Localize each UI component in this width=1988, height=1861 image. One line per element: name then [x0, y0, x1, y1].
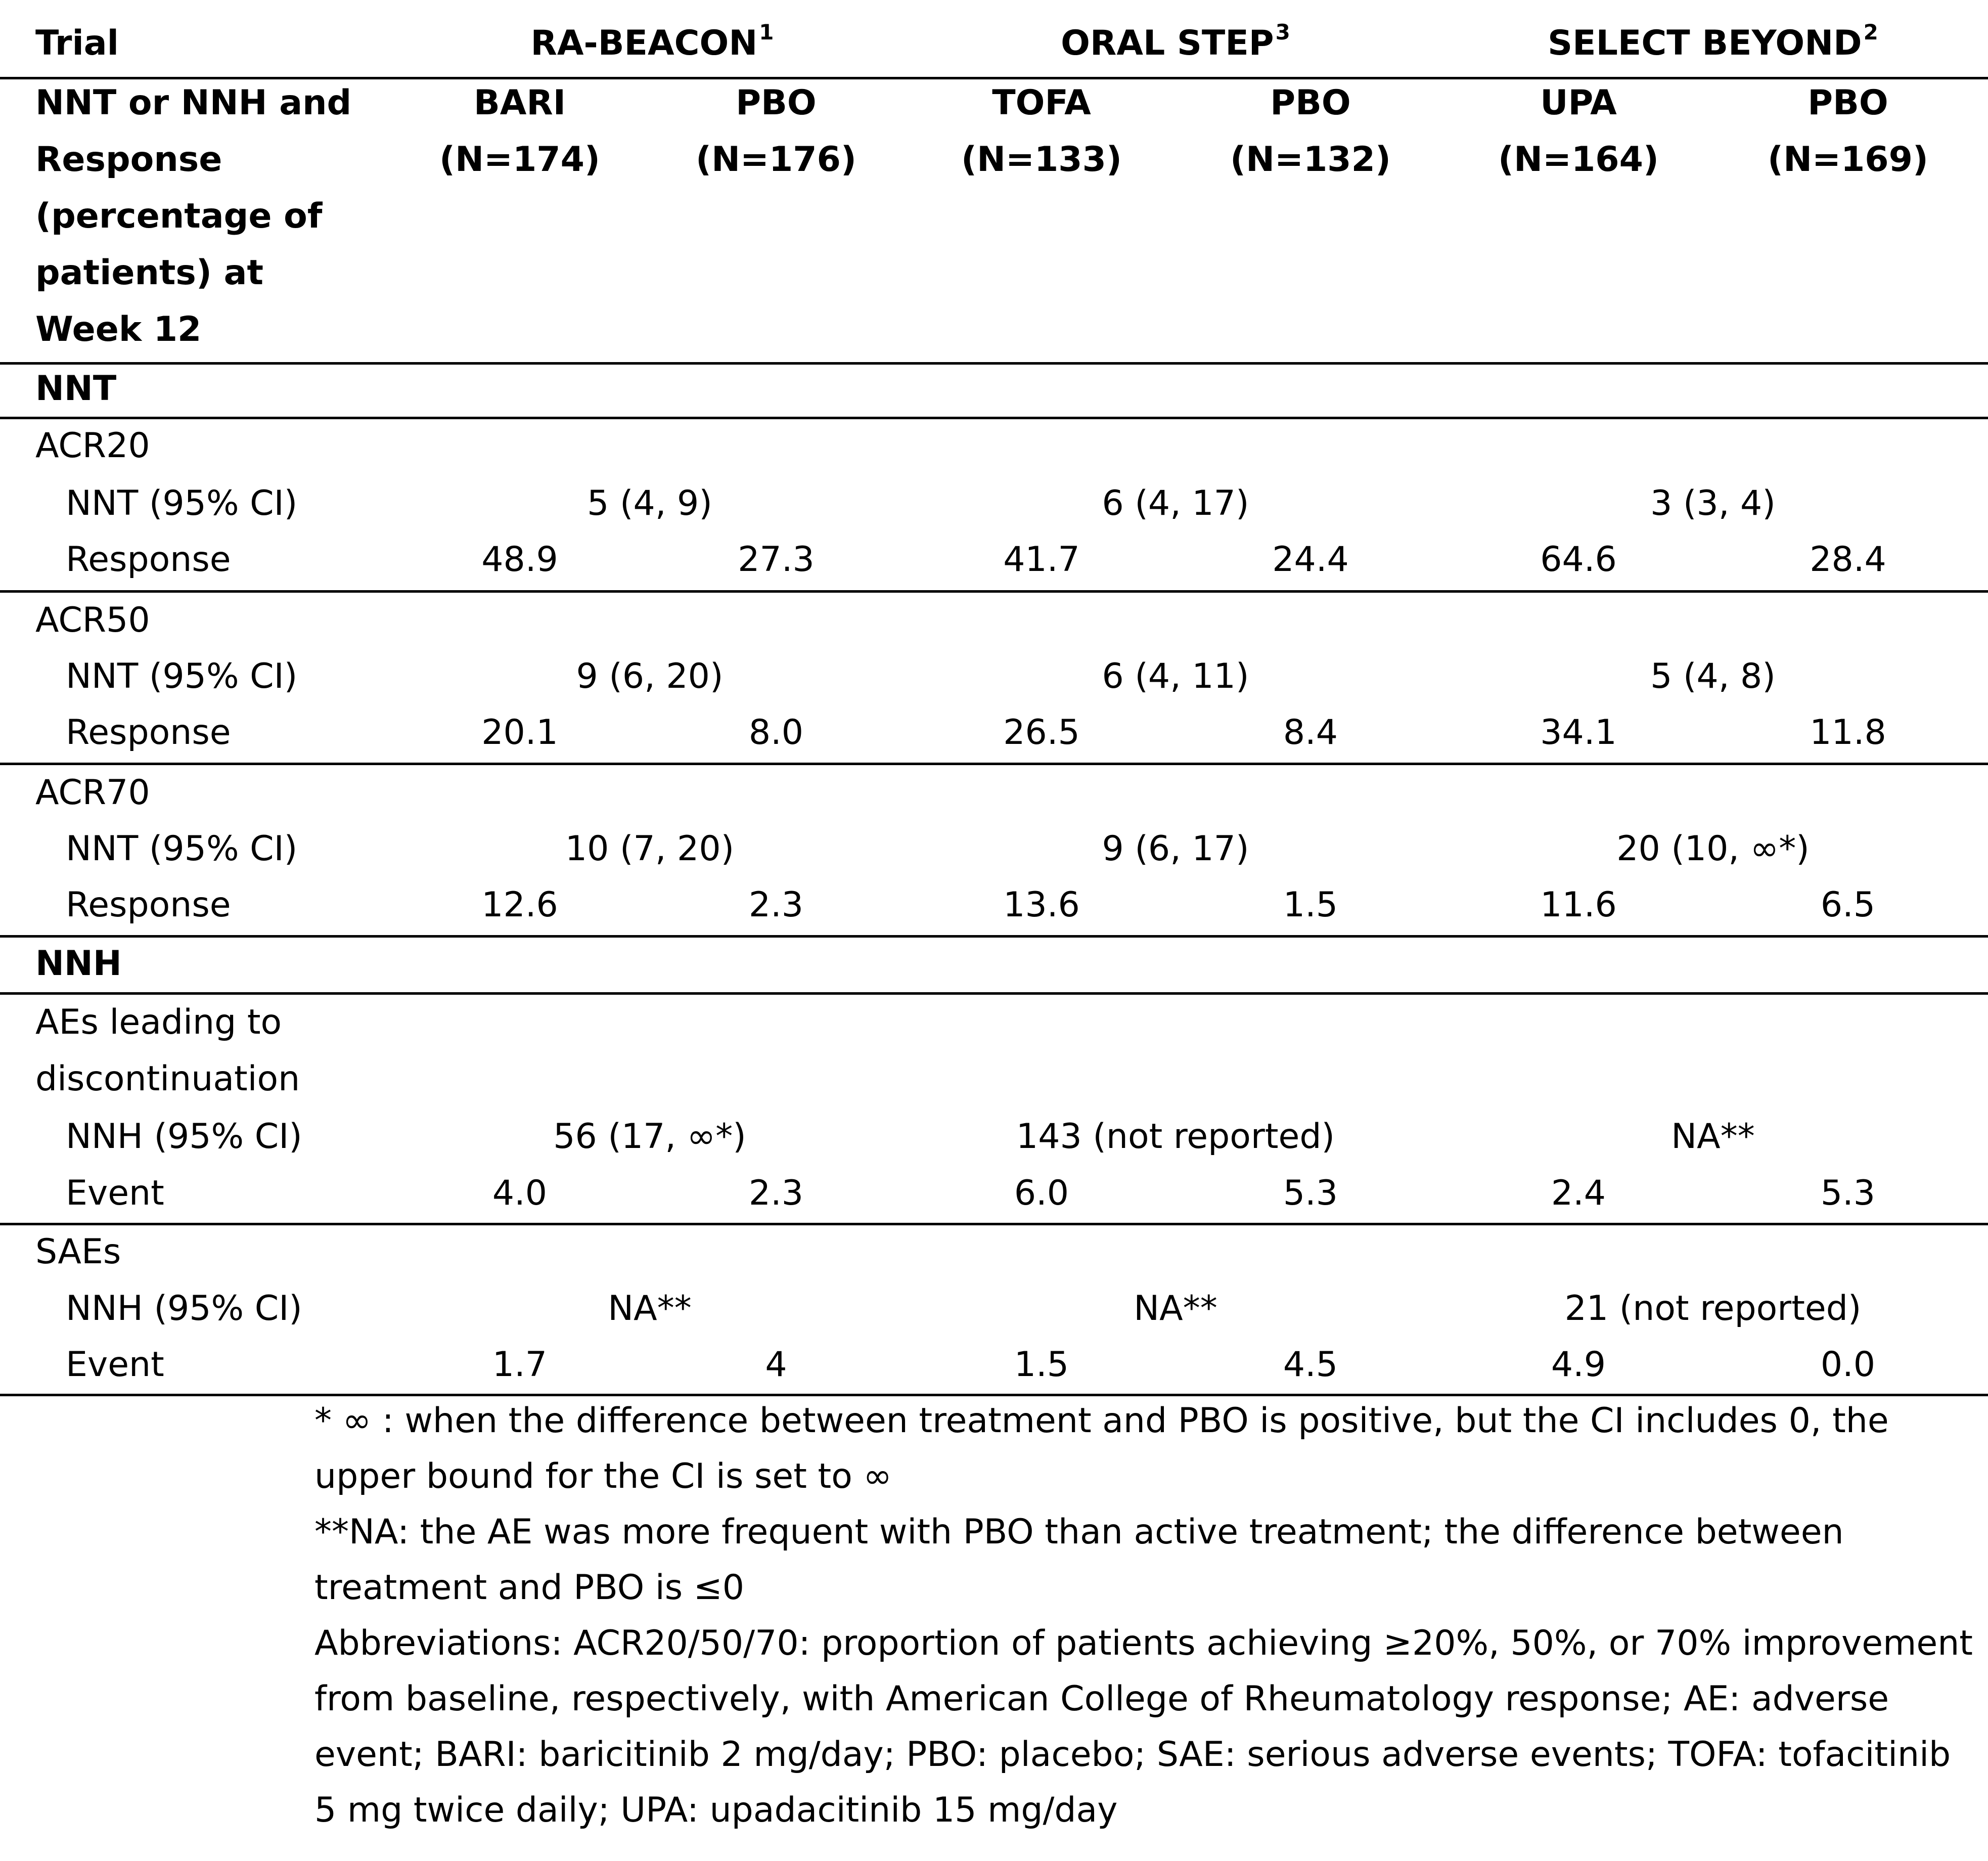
acr70-value-bari: 12.6: [481, 885, 558, 925]
acr50-value-pbo-step: 8.4: [1283, 713, 1338, 752]
trial-oral-step: ORAL STEP$^3$: [1061, 20, 1290, 63]
header-rule: [0, 77, 1988, 79]
aes-ci-beacon: 56 (17, ∞*): [553, 1117, 746, 1157]
acr20-ci-step: 6 (4, 17): [1102, 483, 1249, 523]
acr50-value-upa: 34.1: [1540, 713, 1617, 752]
section-nnh-rule: [0, 992, 1988, 995]
acr70-value-pbo-beyond: 6.5: [1820, 885, 1876, 925]
aes-value-pbo-beacon: 2.3: [748, 1173, 804, 1213]
arm-bari-n: (N=174): [439, 140, 600, 180]
row-label-line-2: Response: [35, 140, 222, 180]
saes-ci-beyond: 21 (not reported): [1564, 1289, 1862, 1328]
saes-ci-step: NA**: [1134, 1289, 1217, 1328]
acr70-value-upa: 11.6: [1540, 885, 1617, 925]
acr70-ci-step: 9 (6, 17): [1102, 829, 1249, 869]
saes-value-tofa: 1.5: [1014, 1345, 1069, 1385]
trial-ra-beacon: RA-BEACON$^1$: [530, 20, 774, 63]
arm-tofa: TOFA: [992, 83, 1091, 123]
arm-bari: BARI: [473, 83, 566, 123]
acr70-value-pbo-step: 1.5: [1283, 885, 1338, 925]
acr50-value-tofa: 26.5: [1003, 713, 1080, 752]
acr50-ci-beyond: 5 (4, 8): [1650, 656, 1776, 696]
row-rule: [0, 1223, 1988, 1225]
arm-pbo-beacon: PBO: [736, 83, 817, 123]
acr70-value-pbo-beacon: 2.3: [748, 885, 804, 925]
arm-pbo-beyond: PBO: [1808, 83, 1888, 123]
section-nnt-rule: [0, 417, 1988, 419]
acr50-value-pbo-beacon: 8.0: [748, 713, 804, 752]
acr20-ci-beacon: 5 (4, 9): [587, 483, 712, 523]
acr70-ci-beyond: 20 (10, ∞*): [1616, 829, 1810, 869]
acr50-value-pbo-beyond: 11.8: [1810, 713, 1886, 752]
row-rule: [0, 935, 1988, 938]
aes-value-pbo-step: 5.3: [1283, 1173, 1338, 1213]
row-acr70-response-label: Response: [66, 885, 231, 925]
aes-ci-beyond: NA**: [1671, 1117, 1755, 1157]
acr20-ci-beyond: 3 (3, 4): [1650, 483, 1776, 523]
row-saes-label: SAEs: [35, 1232, 121, 1272]
acr50-ci-step: 6 (4, 11): [1102, 656, 1249, 696]
header-bottom-rule: [0, 362, 1988, 365]
acr70-value-tofa: 13.6: [1003, 885, 1080, 925]
saes-ci-beacon: NA**: [608, 1289, 692, 1328]
row-acr50-response-label: Response: [66, 713, 231, 752]
section-nnh: NNH: [35, 944, 122, 984]
row-acr70-ci-label: NNT (95% CI): [66, 829, 298, 869]
arm-pbo-step-n: (N=132): [1230, 140, 1391, 180]
arm-pbo-step: PBO: [1270, 83, 1351, 123]
row-aes-label-line-2: discontinuation: [35, 1059, 300, 1099]
arm-upa-n: (N=164): [1498, 140, 1659, 180]
row-acr20-response-label: Response: [66, 540, 231, 580]
row-acr20-label: ACR20: [35, 426, 150, 466]
row-label-line-4: patients) at: [35, 253, 264, 293]
footnote-infinity: * ∞ : when the difference between treatment and PBO is positive, but the CI includes 0, the upper bound for the CI is set to ∞: [314, 1401, 1889, 1496]
row-acr50-ci-label: NNT (95% CI): [66, 656, 298, 696]
row-label-line-5: Week 12: [35, 309, 202, 349]
row-saes-ci-label: NNH (95% CI): [66, 1289, 302, 1328]
row-rule: [0, 763, 1988, 765]
acr20-value-pbo-step: 24.4: [1272, 540, 1349, 580]
acr70-ci-beacon: 10 (7, 20): [565, 829, 735, 869]
row-label-line-3: (percentage of: [35, 196, 323, 236]
acr20-value-pbo-beacon: 27.3: [738, 540, 815, 580]
saes-value-pbo-beyond: 0.0: [1820, 1345, 1876, 1385]
row-aes-label-line-1: AEs leading to: [35, 1002, 282, 1042]
acr20-value-pbo-beyond: 28.4: [1810, 540, 1886, 580]
acr50-ci-beacon: 9 (6, 20): [576, 656, 724, 696]
footnotes: [314, 1393, 1978, 1838]
aes-value-pbo-beyond: 5.3: [1820, 1173, 1876, 1213]
footnote-abbreviations: Abbreviations: ACR20/50/70: proportion of patients achieving ≥20%, 50%, or 70% improvement from baseline, respectively, with American College of Rheumatology response; AE: adverse event; BARI: baricitinib 2 mg/day; PBO: placebo; SAE: serious adverse events; TOFA: tofacitinib 5 mg twice daily; UPA: upadacitinib 15 mg/day: [314, 1623, 1973, 1830]
row-acr20-ci-label: NNT (95% CI): [66, 483, 298, 523]
saes-value-pbo-step: 4.5: [1283, 1345, 1338, 1385]
row-aes-event-label: Event: [66, 1173, 164, 1213]
aes-value-upa: 2.4: [1551, 1173, 1606, 1213]
row-aes-ci-label: NNH (95% CI): [66, 1117, 302, 1157]
saes-value-bari: 1.7: [492, 1345, 548, 1385]
row-acr50-label: ACR50: [35, 600, 150, 640]
trial-select-beyond: SELECT BEYOND$^2$: [1548, 20, 1878, 63]
row-saes-event-label: Event: [66, 1345, 164, 1385]
aes-ci-step: 143 (not reported): [1016, 1117, 1335, 1157]
arm-tofa-n: (N=133): [961, 140, 1122, 180]
arm-pbo-beacon-n: (N=176): [696, 140, 856, 180]
acr20-value-bari: 48.9: [481, 540, 558, 580]
arm-pbo-beyond-n: (N=169): [1768, 140, 1928, 180]
row-label-line-1: NNT or NNH and: [35, 83, 352, 123]
saes-value-upa: 4.9: [1551, 1345, 1606, 1385]
row-acr70-label: ACR70: [35, 773, 150, 813]
row-rule: [0, 590, 1988, 593]
footnote-na: **NA: the AE was more frequent with PBO than active treatment; the difference between treatment and PBO is ≤0: [314, 1512, 1844, 1608]
trial-label: Trial: [35, 23, 119, 63]
section-nnt: NNT: [35, 369, 117, 409]
acr50-value-bari: 20.1: [481, 713, 558, 752]
aes-value-tofa: 6.0: [1014, 1173, 1069, 1213]
aes-value-bari: 4.0: [492, 1173, 548, 1213]
arm-upa: UPA: [1540, 83, 1617, 123]
saes-value-pbo-beacon: 4: [765, 1345, 787, 1385]
acr20-value-upa: 64.6: [1540, 540, 1617, 580]
acr20-value-tofa: 41.7: [1003, 540, 1080, 580]
